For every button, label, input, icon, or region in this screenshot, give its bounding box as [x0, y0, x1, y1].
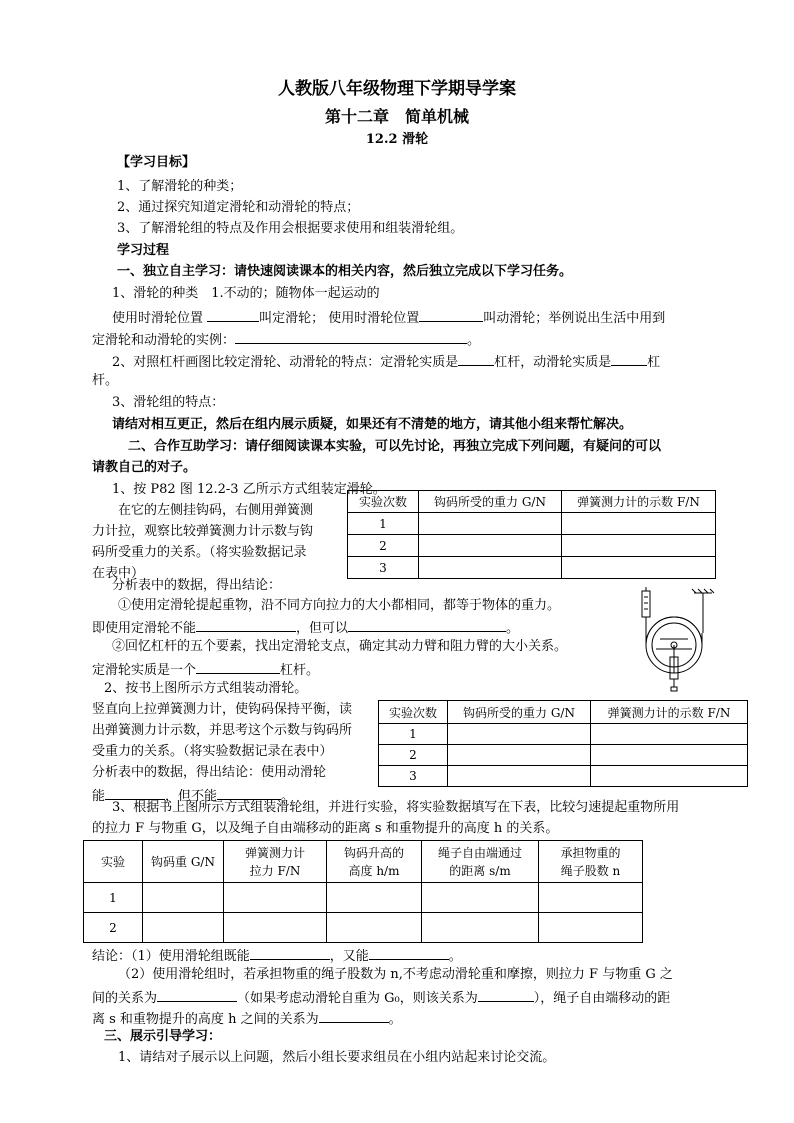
- q2-line2: 杆。: [92, 373, 119, 388]
- table1-cell[interactable]: [562, 557, 716, 579]
- c2-text-a: 间的关系为: [92, 991, 158, 1006]
- part3-heading: 三、展示引导学习：: [104, 1029, 222, 1044]
- table3-header-text: 的距离 s/m: [449, 863, 511, 878]
- part3-item1: 1、请结对子展示以上问题，然后小组长要求组员在小组内站起来讨论交流。: [118, 1050, 556, 1065]
- table2-row-label: 1: [379, 724, 448, 745]
- table1-header-weight: 钩码所受的重力 G/N: [419, 491, 562, 513]
- table-pulley-block: [83, 840, 643, 943]
- q1-line2: [112, 309, 665, 326]
- table2-cell[interactable]: [448, 724, 591, 745]
- exp2-desc-1: 竖直向上拉弹簧测力计，使钩码保持平衡，读: [92, 702, 353, 717]
- table2-cell[interactable]: [448, 745, 591, 766]
- objectives-heading: 【学习目标】: [117, 155, 196, 170]
- q1-text-b: 叫定滑轮； 使用时滑轮位置: [259, 311, 420, 326]
- table3-cell[interactable]: [327, 913, 422, 943]
- section-title: 12.2 滑轮: [365, 132, 429, 147]
- conclusion2-line2: [92, 989, 670, 1006]
- table1-cell[interactable]: [562, 513, 716, 535]
- table-fixed-pulley: [347, 490, 716, 579]
- blank-fixed-cannot[interactable]: [196, 619, 296, 632]
- spring-scale-icon: [642, 591, 650, 617]
- blank-fixed-lever-type[interactable]: [196, 661, 280, 674]
- table2-cell[interactable]: [448, 766, 591, 787]
- table3-header-text: 绳子自由端通过: [437, 845, 522, 860]
- q2-text-b: 杠杆，动滑轮实质是: [494, 355, 612, 370]
- blank-fixed-lever[interactable]: [458, 353, 494, 366]
- blank-fixed-can[interactable]: [348, 619, 506, 632]
- c2-text-c: ），绳子自由端移动的距: [533, 991, 671, 1006]
- table3-header-text: 实验: [100, 855, 125, 869]
- q2-text-c: 杠: [647, 355, 661, 370]
- doc-title: 人教版八年级物理下学期导学案: [278, 79, 516, 99]
- table2-cell[interactable]: [591, 724, 748, 745]
- blank-movable-can[interactable]: [105, 787, 165, 800]
- objective-1: 1、了解滑轮的种类；: [117, 179, 243, 194]
- exp2-text-c: 。: [281, 789, 295, 804]
- exp1-c2-text-b: 杠杆。: [280, 663, 320, 678]
- exp1-conclusion2-line1: ②回忆杠杆的五个要素，找出定滑轮支点，确定其动力臂和阻力臂的大小关系。: [112, 639, 568, 654]
- part2-heading-line1: 二、合作互助学习：请仔细阅读课本实验，可以先讨论，再独立完成下列问题，有疑问的可以: [128, 439, 662, 454]
- c2-text-d: 离 s 和重物提升的高度 h 之间的关系为: [92, 1012, 319, 1027]
- table3-header-text: 承担物重的: [560, 845, 621, 860]
- blank-force-relation-with-g0[interactable]: [478, 989, 534, 1002]
- exp1-desc-3: 码所受重力的关系。（将实验数据记录: [92, 545, 307, 560]
- table3-header-text: 绳子股数 n: [560, 863, 621, 878]
- part1-heading: 一、独立自主学习：请快速阅读课本的相关内容，然后独立完成以下学习任务。: [117, 264, 573, 279]
- table3-header-trial: [84, 841, 143, 883]
- exp1-c2-text-a: 定滑轮实质是一个: [92, 663, 197, 678]
- table2-row-label: 2: [379, 745, 448, 766]
- table3-header-strands: [539, 841, 643, 883]
- q2-text-a: 2、对照杠杆画图比较定滑轮、动滑轮的特点：定滑轮实质是: [112, 355, 459, 370]
- table-movable-pulley: [378, 700, 748, 787]
- table3-header-distance: [422, 841, 539, 883]
- blank-examples[interactable]: [235, 331, 467, 344]
- table3-header-text: 高度 h/m: [348, 863, 400, 878]
- table1-row-label: 1: [348, 513, 419, 535]
- conclusion-text-c: 。: [448, 949, 462, 964]
- exp2-desc-4: 分析表中的数据，得出结论：使用动滑轮: [92, 765, 327, 780]
- table3-row-label: 2: [84, 913, 143, 943]
- exp1-desc-2: 力计拉，观察比较弹簧测力计示数与钩: [92, 524, 314, 539]
- process-heading: 学习过程: [117, 243, 170, 258]
- table2-cell[interactable]: [591, 766, 748, 787]
- table1-cell[interactable]: [419, 557, 562, 579]
- table1-header-trial: 实验次数: [348, 491, 419, 513]
- conclusion-text-b: ，又能: [329, 949, 369, 964]
- table3-row-label: 1: [84, 883, 143, 913]
- exp1-c1-text-c: 。: [506, 621, 520, 636]
- part2-heading-line2: 请教自己的对子。: [92, 460, 197, 475]
- conclusion2-line1: （2）使用滑轮组时，若承担物重的绳子股数为 n,不考虑动滑轮重和摩擦，则拉力 F 与物重 G 之: [118, 967, 673, 982]
- table3-header-text: 拉力 F/N: [249, 863, 301, 878]
- exp2-desc-2: 出弹簧测力计示数，并思考这个示数与钩码所: [92, 723, 353, 738]
- exp1-analysis: 分析表中的数据，得出结论：: [112, 578, 282, 593]
- exp1-conclusion2-line2: [92, 661, 319, 678]
- q1-text-c: 叫动滑轮；举例说出生活中用到: [483, 311, 666, 326]
- table1-header-reading: 弹簧测力计的示数 F/N: [562, 491, 716, 513]
- exp2-text-b: ，但不能: [165, 789, 218, 804]
- exp2-title: 2、按书上图所示方式组装动滑轮。: [104, 681, 308, 696]
- table3-header-weight: [143, 841, 224, 883]
- table2-row-label: 3: [379, 766, 448, 787]
- q1-line1: 1、滑轮的种类 1.不动的；随物体一起运动的: [112, 286, 380, 301]
- blank-movable-pulley-position[interactable]: [419, 309, 483, 322]
- fixed-pulley-illustration: [630, 587, 726, 693]
- exp1-desc-4: 在表中）: [92, 566, 145, 581]
- c2-text-e: 。: [388, 1012, 402, 1027]
- q3-line: 3、滑轮组的特点：: [112, 395, 225, 410]
- table3-cell[interactable]: [224, 913, 327, 943]
- table3-cell[interactable]: [143, 913, 224, 943]
- table3-header-text: 钩码重 G/N: [151, 855, 215, 869]
- blank-distance-relation[interactable]: [319, 1010, 389, 1023]
- table3-cell[interactable]: [327, 883, 422, 913]
- q1-text-examples: 定滑轮和动滑轮的实例：: [92, 333, 236, 348]
- exp2-desc-3: 受重力的关系。（将实验数据记录在表中）: [92, 744, 333, 759]
- table2-header-weight: 钩码所受的重力 G/N: [448, 701, 591, 724]
- q1-line3: [92, 331, 480, 348]
- table3-cell[interactable]: [143, 883, 224, 913]
- exp1-conclusion1-line2: [92, 619, 519, 636]
- table3-header-height: [327, 841, 422, 883]
- table1-cell[interactable]: [562, 535, 716, 557]
- exp3-line1: 3、根据书上图所示方式组装滑轮组，并进行实验，将实验数据填写在下表，比较匀速提起重物所用: [112, 800, 680, 815]
- table3-cell[interactable]: [422, 883, 539, 913]
- exp1-conclusion1-line1: ①使用定滑轮提起重物，沿不同方向拉力的大小都相同，都等于物体的重力。: [118, 598, 561, 613]
- conclusion-text-a: 结论：（1）使用滑轮组既能: [92, 949, 250, 964]
- table3-cell[interactable]: [539, 883, 643, 913]
- table2-cell[interactable]: [591, 745, 748, 766]
- table1-row-label: 2: [348, 535, 419, 557]
- pair-correction-note: 请结对相互更正，然后在组内展示质疑，如果还有不清楚的地方，请其他小组来帮忙解决。: [112, 417, 633, 432]
- table3-header-text: 钩码升高的: [343, 845, 404, 860]
- table1-cell[interactable]: [419, 535, 562, 557]
- table3-header-text: 弹簧测力计: [244, 845, 305, 860]
- exp1-title: 1、按 P82 图 12.2-3 乙所示方式组装定滑轮。: [112, 482, 386, 497]
- q1-text-a: 使用时滑轮位置: [112, 311, 204, 326]
- chapter-title: 第十二章 简单机械: [324, 107, 469, 126]
- blank-fixed-pulley-position[interactable]: [207, 309, 259, 322]
- objective-2: 2、通过探究知道定滑轮和动滑轮的特点；: [117, 200, 360, 215]
- blank-movable-lever[interactable]: [611, 353, 647, 366]
- conclusion-line1: [92, 947, 462, 964]
- exp1-desc-1: 在它的左侧挂钩码，右侧用弹簧测: [118, 503, 314, 518]
- blank-movable-cannot[interactable]: [217, 787, 281, 800]
- exp2-text-a: 能: [92, 789, 106, 804]
- blank-block-can1[interactable]: [250, 947, 330, 960]
- exp1-c1-text-b: ，但可以: [296, 621, 349, 636]
- table3-cell[interactable]: [224, 883, 327, 913]
- q2-line1: [112, 353, 660, 370]
- table3-cell[interactable]: [422, 913, 539, 943]
- exp1-c1-text-a: 即使用定滑轮不能: [92, 621, 197, 636]
- table3-cell[interactable]: [539, 913, 643, 943]
- table1-cell[interactable]: [419, 513, 562, 535]
- conclusion2-line3: [92, 1010, 402, 1027]
- c2-text-b: （如果考虑动滑轮自重为 G₀，则该关系为: [237, 991, 478, 1006]
- objective-3: 3、了解滑轮组的特点及作用会根据要求使用和组装滑轮组。: [117, 221, 464, 236]
- exp3-line2: 的拉力 F 与物重 G，以及绳子自由端移动的距离 s 和重物提升的高度 h 的关系。: [92, 821, 559, 836]
- table3-header-force: [224, 841, 327, 883]
- table1-row-label: 3: [348, 557, 419, 579]
- table2-header-reading: 弹簧测力计的示数 F/N: [591, 701, 748, 724]
- blank-force-relation[interactable]: [157, 989, 237, 1002]
- table2-header-trial: 实验次数: [379, 701, 448, 724]
- blank-block-can2[interactable]: [369, 947, 449, 960]
- q1-line3-end: 。: [467, 333, 481, 348]
